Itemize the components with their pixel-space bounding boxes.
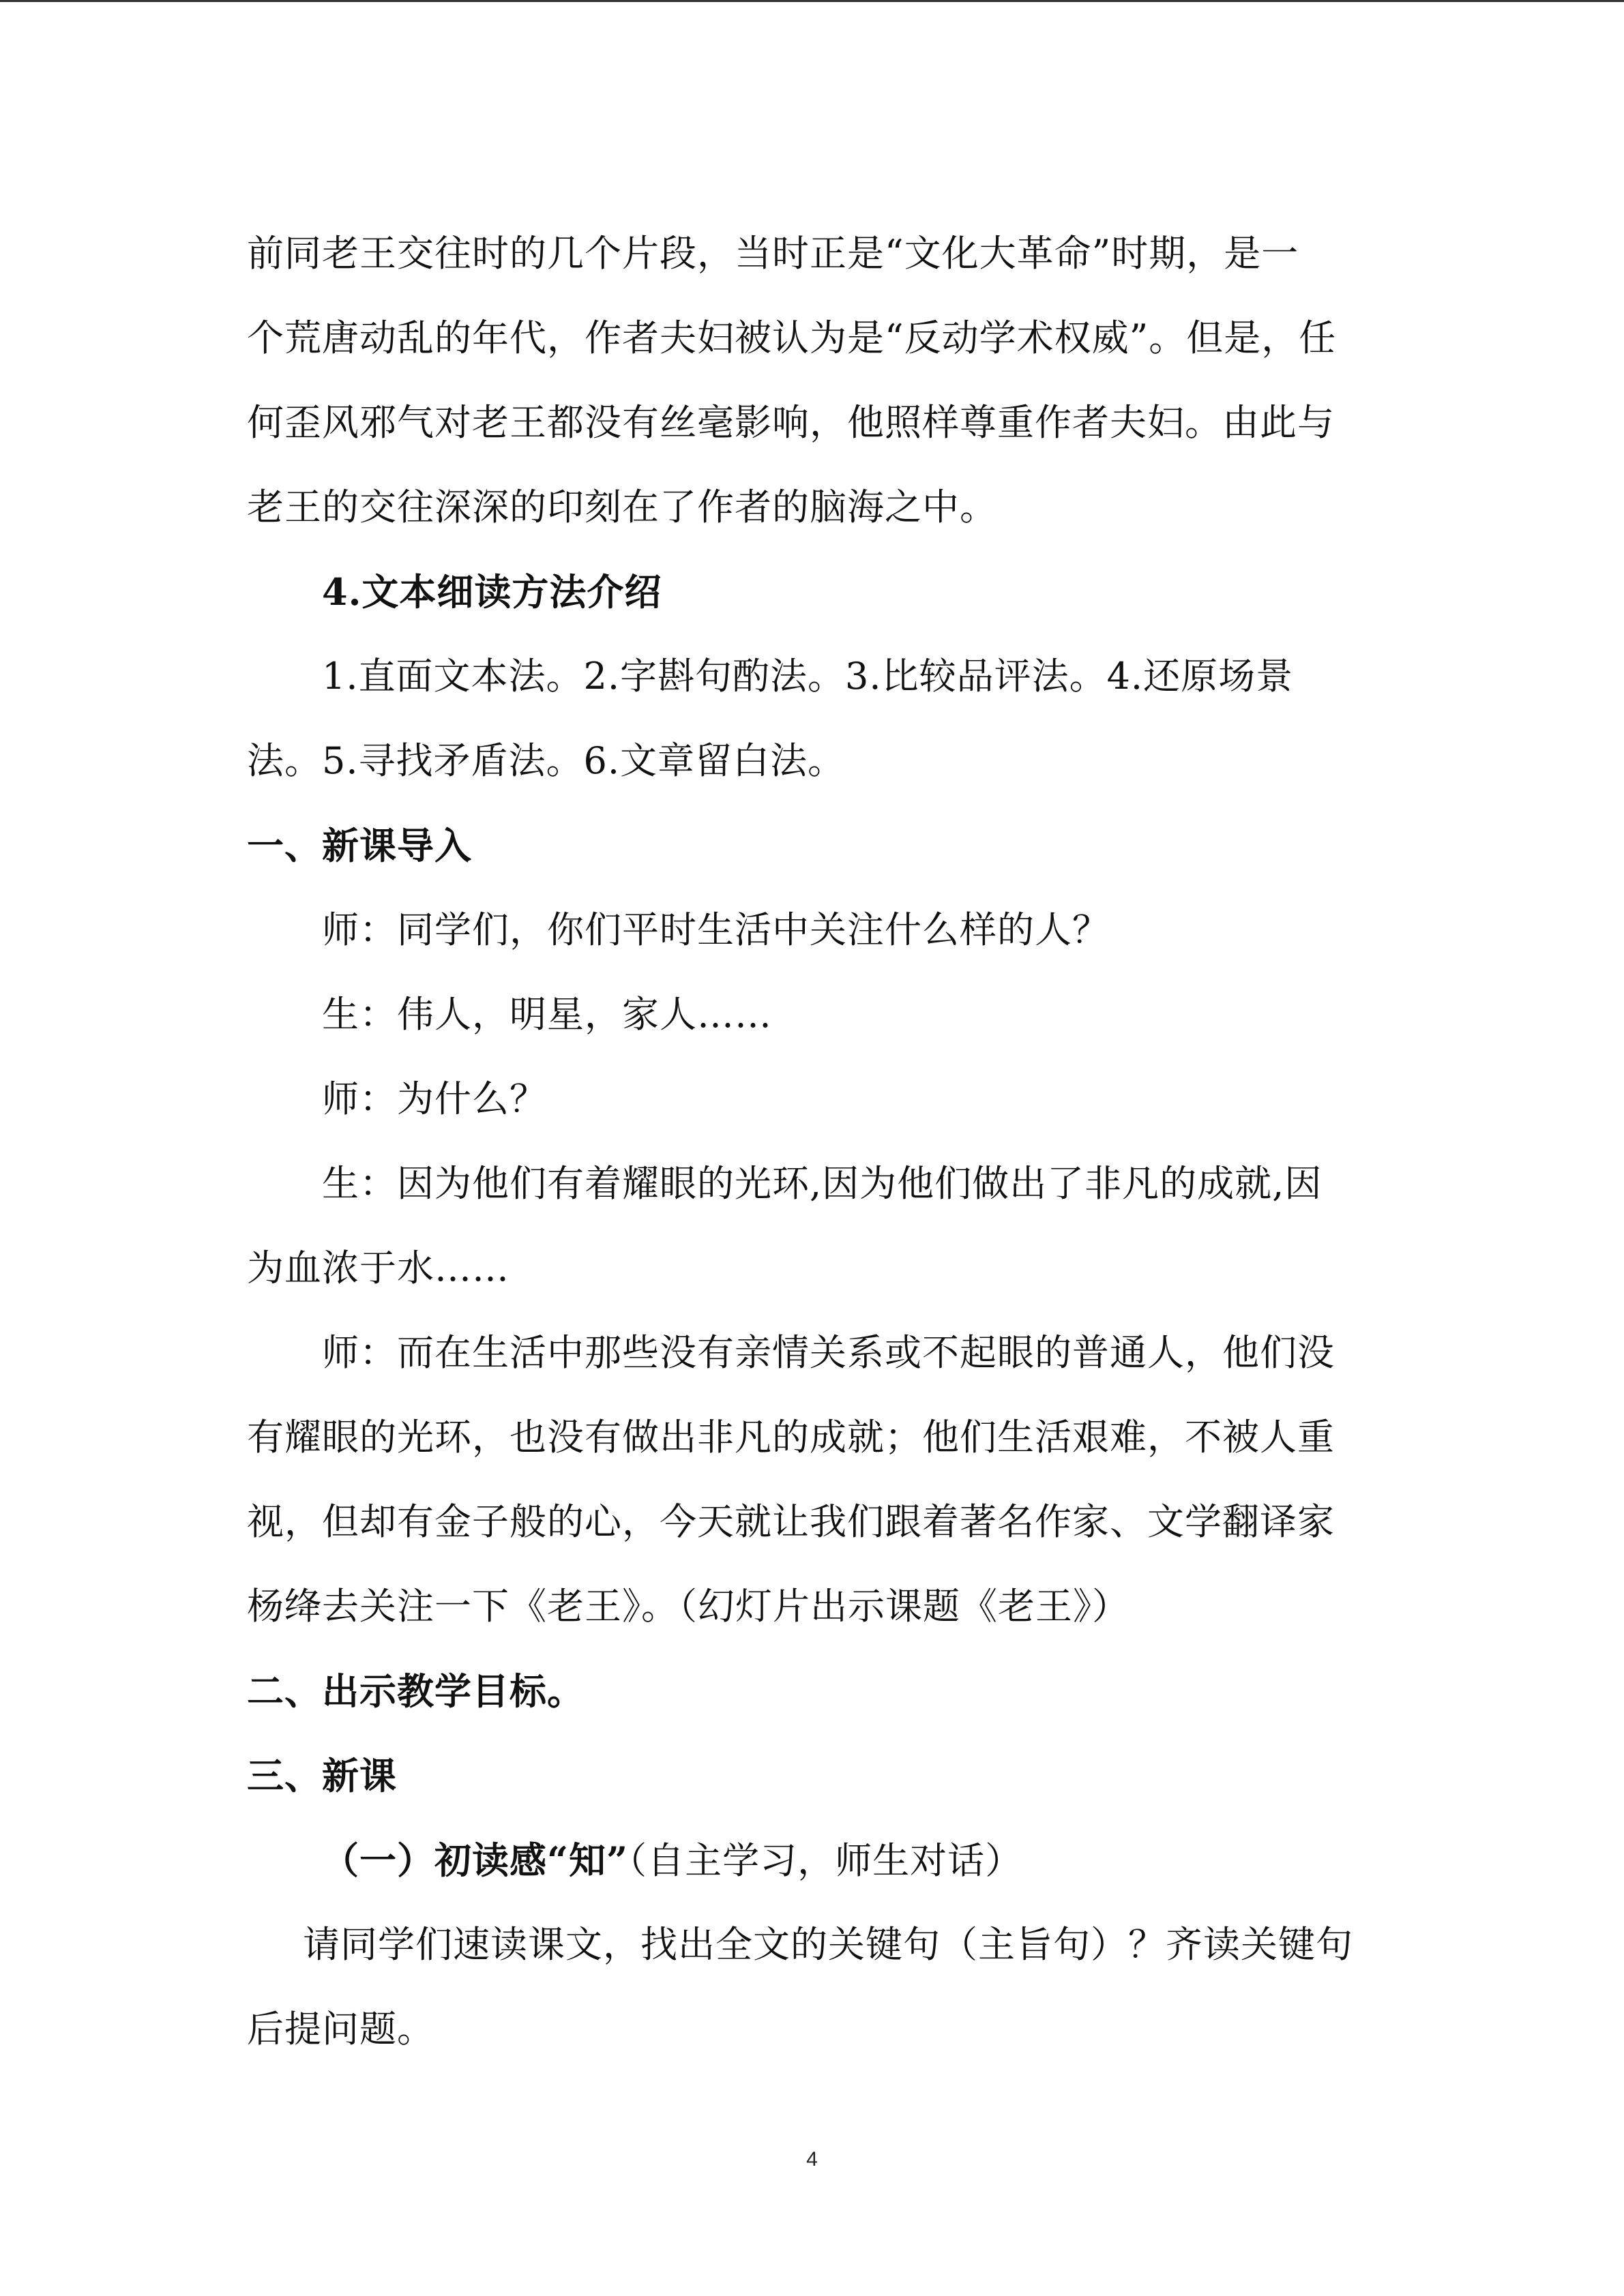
subsection-heading-row [247, 1818, 1379, 1903]
dialogue-line: 为血浓于水…… [247, 1247, 510, 1289]
dialogue-line: 有耀眼的光环，也没有做出非凡的成就；他们生活艰难，不被人重 [247, 1416, 1335, 1459]
paragraph-line: 请同学们速读课文，找出全文的关键句（主旨句）？齐读关键句 [303, 1923, 1353, 1966]
document-body [247, 211, 1379, 2072]
page-top-border [0, 0, 1624, 2]
dialogue-line: 师：而在生活中那些没有亲情关系或不起眼的普通人，他们没 [322, 1331, 1335, 1374]
subsection-heading: 4.文本细读方法介绍 [322, 570, 662, 614]
paragraph-line: 何歪风邪气对老王都没有丝毫影响，他照样尊重作者夫妇。由此与 [247, 401, 1335, 444]
paragraph-line: 后提问题。 [247, 2008, 434, 2051]
section-heading: 一、新课导入 [247, 824, 472, 867]
dialogue-line: 师：为什么？ [322, 1077, 547, 1120]
paragraph-line: 个荒唐动乱的年代，作者夫妇被认为是“反动学术权威”。但是，任 [247, 316, 1337, 359]
section-heading: 三、新课 [247, 1754, 397, 1798]
subsection-note: （自主学习，师生对话） [628, 1839, 1023, 1882]
dialogue-line: 师：同学们，你们平时生活中关注什么样的人？ [322, 908, 1110, 951]
subsection-heading: （一）初读感“知” [322, 1838, 629, 1882]
section-heading: 二、出示教学目标。 [247, 1669, 585, 1713]
paragraph-line: 1.直面文本法。2.字斟句酌法。3.比较品评法。4.还原场景 [322, 655, 1294, 698]
page-number: 4 [806, 2148, 818, 2171]
paragraph-line: 前同老王交往时的几个片段，当时正是“文化大革命”时期，是一 [247, 232, 1299, 275]
paragraph-line: 法。5.寻找矛盾法。6.文章留白法。 [247, 739, 846, 782]
dialogue-line: 生：因为他们有着耀眼的光环,因为他们做出了非凡的成就,因 [322, 1162, 1323, 1205]
paragraph-line: 老王的交往深深的印刻在了作者的脑海之中。 [247, 486, 997, 528]
dialogue-line: 生：伟人，明星，家人…… [322, 993, 772, 1036]
dialogue-line: 视，但却有金子般的心，今天就让我们跟着著名作家、文学翻译家 [247, 1500, 1335, 1543]
dialogue-line: 杨绛去关注一下《老王》。（幻灯片出示课题《老王》） [247, 1585, 1130, 1628]
